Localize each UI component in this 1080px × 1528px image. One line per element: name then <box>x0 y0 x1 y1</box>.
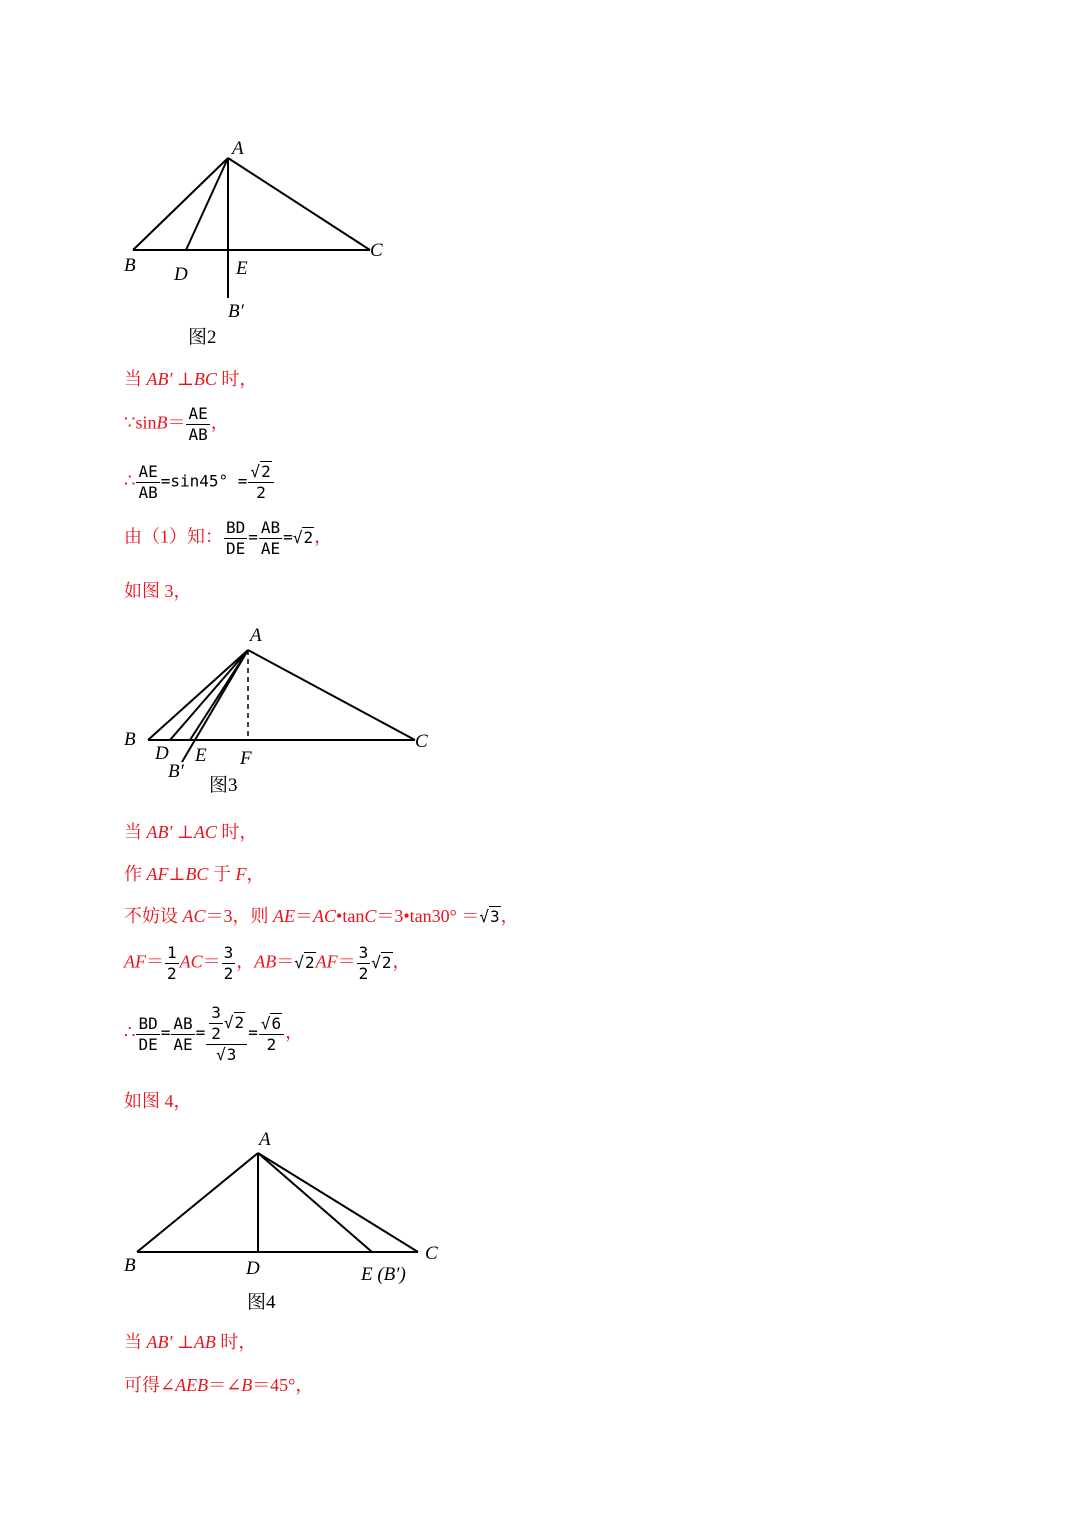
figure-3-caption: 图3 <box>209 775 238 796</box>
text-line-11: 如图 4， <box>124 1091 192 1111</box>
text-line-10: ∴ $\frac{BD}{DE}$ = $\frac{AB}{AE}$ = $\frac{3}{2}$ √2 √3 = $\frac{√6}{2}$ ， <box>124 1003 304 1064</box>
sqrt: √2 <box>294 952 315 972</box>
label-b-prime: B′ <box>228 301 244 322</box>
label-d: D <box>155 743 169 764</box>
fraction: $\frac{3}{2}$ <box>358 943 369 983</box>
sqrt: √3 <box>479 907 500 926</box>
text-line-6: 当 AB′ ⊥AC 时， <box>124 822 258 842</box>
segment-ab <box>137 1153 258 1252</box>
label-d: D <box>246 1258 260 1279</box>
segment-ac <box>258 1153 418 1252</box>
label-c: C <box>425 1243 438 1264</box>
fraction: $\frac{1}{2}$ <box>167 943 177 983</box>
label-e: E <box>236 258 248 279</box>
text-line-3: ∴ $\frac{AE}{AB}$ =sin45° = $\frac{√2}{2}$ <box>124 462 275 503</box>
text-line-8: 不妨设 AC＝3，则 AE＝AC•tanC＝3•tan30° ＝√3， <box>124 906 519 926</box>
text-line-4: 由（1）知： $\frac{BD}{DE}$ = $\frac{AB}{AE}$ =√2， <box>124 518 333 558</box>
text-line-5: 如图 3， <box>124 581 192 601</box>
label-e: E <box>195 745 207 766</box>
label-d: D <box>174 264 188 285</box>
label-c: C <box>370 240 383 261</box>
fraction: $\frac{AE}{AB}$ <box>188 404 208 444</box>
fraction: $\frac{√2}{2}$ <box>248 462 273 503</box>
fraction: $\frac{AE}{AB}$ <box>138 462 158 502</box>
text-line-12: 当 AB′ ⊥AB 时， <box>124 1332 257 1352</box>
text-line-13: 可得∠AEB＝∠B＝45°， <box>124 1375 314 1395</box>
fraction: $\frac{BD}{DE}$ <box>138 1013 158 1054</box>
text-line-9: AF＝ $\frac{1}{2}$ AC＝ $\frac{3}{2}$ ，AB＝√2AF＝ $\frac{3}{2}$ √2， <box>124 943 411 983</box>
fraction: $\frac{3}{2}$ <box>223 943 234 983</box>
fraction: $\frac{AB}{AE}$ <box>260 518 281 558</box>
figure-4-caption: 图4 <box>247 1292 276 1313</box>
label-a: A <box>259 1129 271 1150</box>
fraction: $\frac{AB}{AE}$ <box>173 1013 193 1054</box>
label-b: B <box>124 1255 136 1276</box>
label-b: B <box>124 729 136 750</box>
label-e: E (B′) <box>361 1264 406 1285</box>
text-line-2: ∵sinB＝ $\frac{AE}{AB}$ ， <box>124 404 229 444</box>
segment-ae <box>258 1153 372 1252</box>
compound-fraction: $\frac{3}{2}$ √2 √3 <box>206 1003 247 1065</box>
figure-2-caption: 图2 <box>188 327 217 348</box>
figure-4-lines <box>137 1153 418 1252</box>
label-b: B <box>124 255 136 276</box>
label-c: C <box>415 731 428 752</box>
label-b-prime: B′ <box>168 761 184 782</box>
label-a: A <box>232 138 244 159</box>
fraction: $\frac{√6}{2}$ <box>259 1014 284 1055</box>
text-line-1: 当 AB′ ⊥BC 时， <box>124 369 258 389</box>
label-f: F <box>240 748 252 769</box>
fraction: $\frac{BD}{DE}$ <box>226 518 246 558</box>
sqrt: √2 <box>292 527 314 547</box>
label-a: A <box>250 625 262 646</box>
sqrt: √2 <box>371 952 392 972</box>
text-line-7: 作 AF⊥BC 于 F， <box>124 864 265 884</box>
